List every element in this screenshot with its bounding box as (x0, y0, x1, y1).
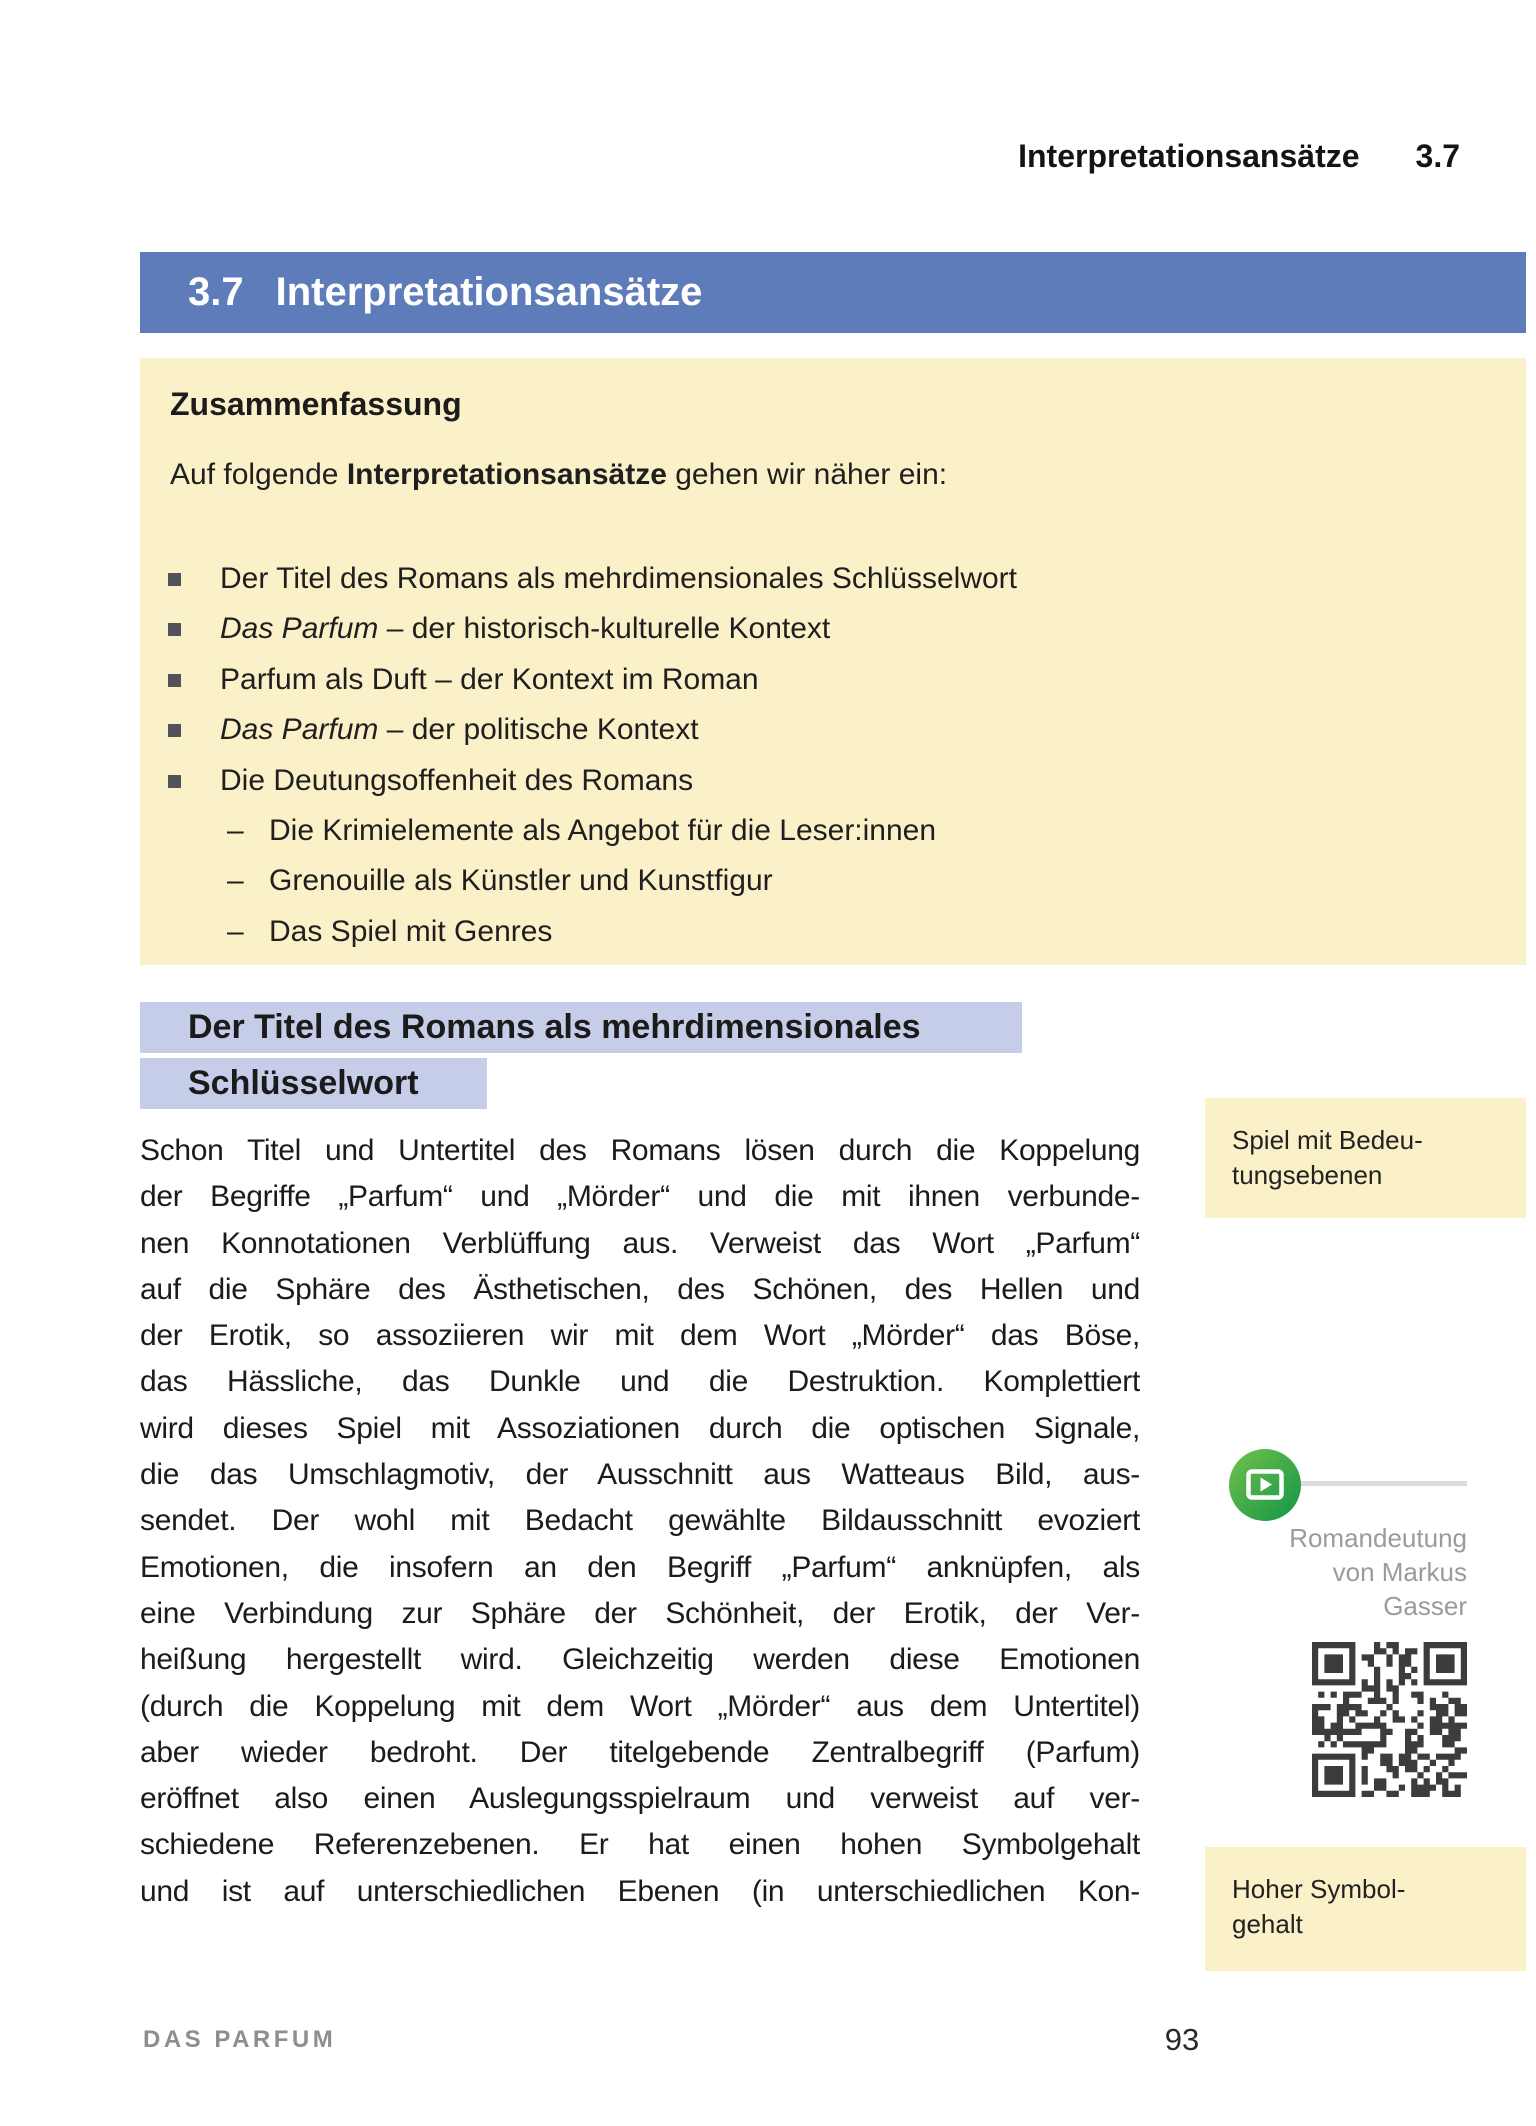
square-bullet-icon (168, 724, 181, 737)
breadcrumb (140, 138, 1460, 175)
body-line: heißung hergestellt wird. Gleichzeitig werden diese Emotionen (140, 1643, 1140, 1677)
media-caption: Romandeutung von Markus Gasser (1289, 1523, 1467, 1621)
body-line: der Erotik, so assoziieren wir mit dem Wort „Mörder“ das Böse, (140, 1319, 1140, 1353)
summary-heading: Zusammenfassung (170, 386, 462, 422)
summary-box (140, 358, 1526, 965)
footer-book-title: DAS PARFUM (143, 2026, 337, 2053)
dash-bullet-icon: – (227, 914, 244, 948)
body-line: schiedene Referenzebenen. Er hat einen hohen Symbolgehalt (140, 1828, 1140, 1862)
chapter-header-bar (140, 3, 1526, 118)
subsection-heading-line1: Der Titel des Romans als mehrdimensionales (140, 1002, 1022, 1053)
summary-sub-item: – Die Krimielemente als Angebot für die Leser:innen (140, 806, 1526, 856)
margin-note-keyword-top: Spiel mit Bedeu- tungsebenen (1205, 1098, 1526, 1218)
square-bullet-icon (168, 573, 181, 586)
body-line: eröffnet also einen Auslegungsspielraum und verweist auf ver- (140, 1782, 1140, 1816)
media-connector-line (1290, 1481, 1467, 1486)
body-line: auf die Sphäre des Ästhetischen, des Schönen, des Hellen und (140, 1272, 1140, 1306)
section-title: Interpretationsansätze (275, 270, 703, 314)
body-line: und ist auf unterschiedlichen Ebenen (in unterschiedlichen Kon- (140, 1874, 1140, 1908)
dash-bullet-icon: – (227, 813, 244, 847)
body-line: die das Umschlagmotiv, der Ausschnitt aus Watteaus Bild, aus- (140, 1458, 1140, 1492)
summary-sub-item: – Grenouille als Künstler und Kunstfigur (140, 856, 1526, 906)
footer-page-number: 93 (1164, 2022, 1200, 2057)
body-line: wird dieses Spiel mit Assoziationen durch die optischen Signale, (140, 1411, 1140, 1445)
summary-bullet-item: Parfum als Duft – der Kontext im Roman (140, 655, 1526, 705)
summary-sub-item: – Das Spiel mit Genres (140, 907, 1526, 957)
body-line: (durch die Koppelung mit dem Wort „Mörder“ aus dem Untertitel) (140, 1689, 1140, 1723)
body-line: eine Verbindung zur Sphäre der Schönheit, der Erotik, der Ver- (140, 1596, 1140, 1630)
body-line: aber wieder bedroht. Der titelgebende Zentralbegriff (Parfum) (140, 1735, 1140, 1769)
chapter-header-title: TEXTANALYSE UND -INTERPRETATION (748, 44, 1370, 76)
qr-code (1312, 1642, 1467, 1797)
body-line: nen Konnotationen Verblüffung aus. Verweist das Wort „Parfum“ (140, 1226, 1140, 1260)
chapter-number: 3 (1427, 27, 1460, 93)
section-number: 3.7 (188, 270, 244, 314)
body-line: Schon Titel und Untertitel des Romans lösen durch die Koppelung (140, 1134, 1140, 1167)
video-play-icon (1229, 1449, 1301, 1521)
body-line: der Begriffe „Parfum“ und „Mörder“ und die mit ihnen verbunde- (140, 1180, 1140, 1214)
summary-bullet-item: Die Deutungsoffenheit des Romans (140, 756, 1526, 806)
square-bullet-icon (168, 623, 181, 636)
section-heading-band (140, 252, 1526, 333)
summary-bullet-item: Der Titel des Romans als mehrdimensionales Schlüsselwort (140, 554, 1526, 604)
summary-bullet-item: Das Parfum – der politische Kontext (140, 705, 1526, 755)
body-line: Emotionen, die insofern an den Begriff „Parfum“ anknüpfen, als (140, 1550, 1140, 1584)
square-bullet-icon (168, 775, 181, 788)
breadcrumb-section-number: 3.7 (1415, 138, 1460, 174)
body-paragraph (140, 1128, 1140, 1915)
square-bullet-icon (168, 674, 181, 687)
body-line: sendet. Der wohl mit Bedacht gewählte Bildausschnitt evoziert (140, 1504, 1140, 1538)
subsection-heading-line2: Schlüsselwort (140, 1058, 487, 1109)
summary-intro: Auf folgende Interpretationsansätze gehen wir näher ein: (170, 458, 948, 491)
summary-bullet-list (140, 554, 1526, 957)
dash-bullet-icon: – (227, 864, 244, 898)
summary-bullet-item: Das Parfum – der historisch-kulturelle Kontext (140, 604, 1526, 654)
body-line: das Hässliche, das Dunkle und die Destruktion. Komplettiert (140, 1365, 1140, 1399)
breadcrumb-label: Interpretationsansätze (1018, 138, 1360, 174)
margin-note-keyword-bottom: Hoher Symbol- gehalt (1205, 1847, 1526, 1971)
